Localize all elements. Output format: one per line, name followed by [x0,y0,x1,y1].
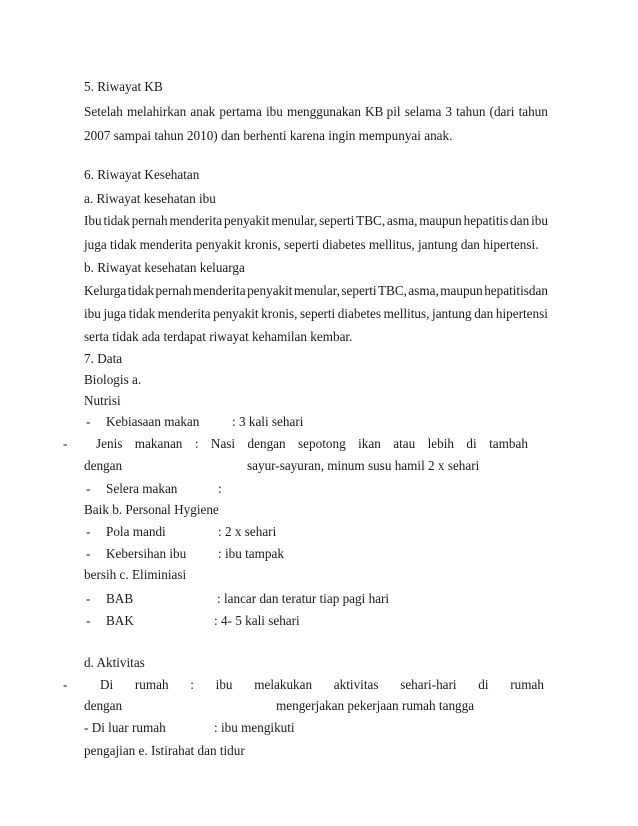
kesehatan-ibu-line-1 [84,213,548,229]
word: penyakit [213,306,259,321]
word: lebih [427,436,454,451]
diluar-line: - Di luar rumah [84,720,166,735]
word: tambah [489,436,528,451]
word: hipertensi [495,306,548,321]
baik-hygiene-line: Baik b. Personal Hygiene [84,502,219,517]
kebiasaan-value: : 3 kali sehari [232,414,304,429]
biologis-label: Biologis a. [84,372,142,387]
word: maupun [440,283,483,298]
word: dan [474,306,494,321]
word: pernah [155,283,192,298]
word: : [194,436,199,451]
word: menggunakan [286,104,361,119]
word: melahirkan [126,104,187,119]
kesehatan-keluarga-line-3: serta tidak ada terdapat riwayat kehamilan kembar. [84,329,353,344]
aktivitas-heading: d. Aktivitas [84,655,145,670]
word: menular, [271,213,318,228]
word: tidak [128,306,156,321]
kesehatan-heading: 6. Riwayat Kesehatan [84,167,200,182]
selera-dash: - [86,481,91,496]
word: seperti [300,306,336,321]
jenis-dash: - [63,436,68,451]
word: KB pil [365,104,401,119]
word: asma, [408,283,439,298]
mandi-value: : 2 x sehari [218,524,277,539]
word: pernah [131,213,168,228]
pengajian-istirahat-line: pengajian e. Istirahat dan tidur [84,743,245,758]
selera-label: Selera makan [106,481,178,496]
word: TBC, [377,283,407,298]
kesehatan-keluarga-heading: b. Riwayat kesehatan keluarga [84,260,245,275]
word: juga [103,306,127,321]
word: maupun [419,213,462,228]
word: : [190,677,194,692]
word: ibu [265,104,283,119]
kebersihan-dash: - [86,546,91,561]
word: aktivitas [333,677,379,692]
kesehatan-ibu-line-2: juga tidak menderita penyakit kronis, seperti diabetes mellitus, jantung dan hipertensi. [84,237,539,252]
word: TBC, [356,213,386,228]
word: di [466,436,477,451]
bersih-eliminasi-line: bersih c. Eliminiasi [84,567,187,582]
kebersihan-label: Kebersihan ibu [106,546,187,561]
bab-label: BAB [106,591,134,606]
word: Ibu [84,213,102,228]
word: sepotong [298,436,346,451]
word: seperti [319,213,355,228]
word: 3 [445,104,453,119]
word: seperti [341,283,377,298]
word: kronis, [261,306,298,321]
diluar-value: : ibu mengikuti [214,720,295,735]
word: tahun [456,104,486,119]
word: sehari-hari [400,677,457,692]
word: anak [190,104,216,119]
word: melakukan [254,677,313,692]
word: tidak [103,213,130,228]
word: dengan [247,436,286,451]
word: makanan [134,436,183,451]
word: rumah [510,677,544,692]
word: penyakit [224,213,270,228]
word: ibu [84,306,101,321]
word: Kelurga [84,283,127,298]
word: ibu [531,213,548,228]
jenis-cont-value: sayur-sayuran, minum susu hamil 2 x sehari [247,458,480,473]
word: Jenis [96,436,123,451]
word: selama [404,104,442,119]
word: atau [393,436,416,451]
dirumah-dash: - [63,677,68,692]
word: tidak [127,283,155,298]
kebiasaan-dash: - [86,414,91,429]
word: Setelah [84,104,123,119]
word: mellitus, [383,306,430,321]
word: (dari [489,104,515,119]
kb-line-2: 2007 sampai tahun 2010) dan berhenti karena ingin mempunyai anak. [84,128,453,143]
kesehatan-keluarga-line-2 [84,306,548,322]
word: dan [510,213,530,228]
dirumah-cont-value: mengerjakan pekerjaan rumah tangga [276,698,475,713]
kebiasaan-label: Kebiasaan makan [106,414,200,429]
data-heading: 7. Data [84,351,123,366]
word: menderita [192,283,246,298]
bak-label: BAK [106,613,134,628]
dirumah-line [100,677,544,693]
jenis-cont-label: dengan [84,458,123,473]
bab-value: : lancar dan teratur tiap pagi hari [217,591,390,606]
word: diabetes [337,306,382,321]
word: penyakit [247,283,293,298]
bab-dash: - [86,591,91,606]
word: ikan [358,436,381,451]
word: menular, [293,283,340,298]
bak-dash: - [86,613,91,628]
word: hepatitis [463,213,509,228]
word: Nasi [210,436,236,451]
kebersihan-value: : ibu tampak [218,546,284,561]
mandi-label: Pola mandi [106,524,166,539]
word: Di [100,677,114,692]
word: asma, [386,213,418,228]
word: di [478,677,489,692]
word: ibu [215,677,233,692]
dirumah-cont-label: dengan [84,698,123,713]
kesehatan-ibu-heading: a. Riwayat kesehatan ibu [84,191,216,206]
word: hepatitisdan [484,283,548,298]
word: menderita [169,213,223,228]
word: jantung [432,306,472,321]
word: tahun [518,104,548,119]
mandi-dash: - [86,524,91,539]
word: menderita [157,306,211,321]
nutrisi-label: Nutrisi [84,393,121,408]
jenis-line [96,436,528,452]
word: pertama [219,104,262,119]
word: rumah [134,677,169,692]
kb-line-1 [84,104,548,120]
bak-value: : 4- 5 kali sehari [214,613,300,628]
selera-value: : [218,481,222,496]
kb-heading: 5. Riwayat KB [84,79,163,94]
kesehatan-keluarga-line-1 [84,283,548,299]
